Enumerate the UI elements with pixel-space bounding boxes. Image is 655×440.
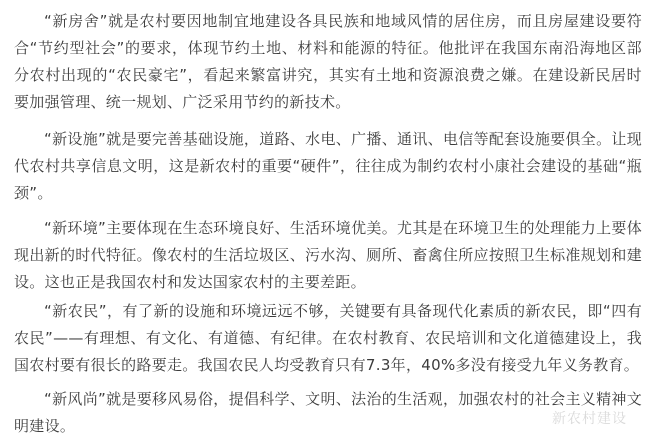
paragraph-new-farmers: “新农民”，有了新的设施和环境远远不够，关键要有具备现代化素质的新农民，即“四有农民”——有理想、有文化、有道德、有纪律。在农村教育、农民培训和文化道德建设上，我国农村要有很长的路要走。我国农民人均受教育只有7.3年，40%多没有接受九年义务教育。 [14,302,642,374]
watermark: 新农村建设 [552,411,627,427]
paragraph-new-customs: “新风尚”就是要移风易俗，提倡科学、文明、法治的生活观，加强农村的社会主义精神文明建设。 [14,390,642,435]
paragraph-new-environment: “新环境”主要体现在生态环境良好、生活环境优美。尤其是在环境卫生的处理能力上要体现出新的时代特征。像农村的生活垃圾区、污水沟、厕所、畜禽住所应按照卫生标准规划和建设。这也正是我国农村和发达国家农村的主要差距。 [14,219,642,291]
paragraph-new-housing: “新房舍”就是农村要因地制宜地建设各具民族和地域风情的居住房，而且房屋建设要符合“节约型社会”的要求，体现节约土地、材料和能源的特征。他批评在我国东南沿海地区部分农村出现的“农民豪宅”，看起来繁富讲究，其实有土地和资源浪费之嫌。在建设新民居时要加强管理、统一规划、广泛采用节约的新技术。 [14,12,642,111]
paragraph-new-facilities: “新设施”就是要完善基础设施，道路、水电、广播、通讯、电信等配套设施要俱全。让现代农村共享信息文明，这是新农村的重要“硬件”，往往成为制约农村小康社会建设的基础“瓶颈”。 [14,130,642,202]
